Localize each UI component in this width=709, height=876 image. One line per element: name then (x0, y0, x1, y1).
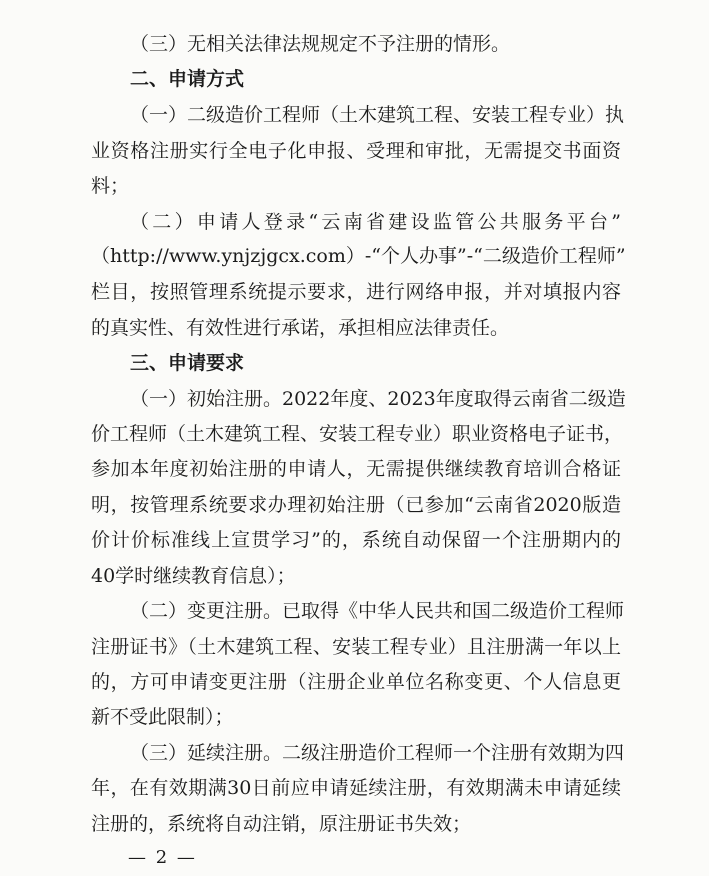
paragraph-line: 业资格注册实行全电子化申报、受理和审批，无需提交书面资 (91, 140, 621, 162)
paragraph-line: 注册证书》（土木建筑工程、安装工程专业）且注册满一年以上 (91, 636, 621, 658)
paragraph-line: 新不受此限制）； (91, 706, 234, 728)
paragraph-line: 栏目，按照管理系统提示要求，进行网络申报，并对填报内容 (91, 281, 621, 303)
paragraph-line: 的真实性、有效性进行承诺，承担相应法律责任。 (91, 317, 510, 339)
paragraph-line: 料； (91, 175, 130, 197)
paragraph-line: 40学时继续教育信息）； (91, 565, 296, 587)
paragraph-line: 明，按管理系统要求办理初始注册（已参加“云南省2020版造 (91, 494, 621, 516)
paragraph-line: （一）初始注册。2022年度、2023年度取得云南省二级造 (130, 388, 626, 410)
section-heading: 二、申请方式 (130, 68, 245, 90)
paragraph-line: 参加本年度初始注册的申请人，无需提供继续教育培训合格证 (91, 458, 621, 480)
section-heading: 三、申请要求 (130, 352, 245, 374)
paragraph-line: 注册的，系统将自动注销，原注册证书失效； (91, 813, 472, 835)
paragraph-line: （二）申请人登录“云南省建设监管公共服务平台” (130, 211, 621, 233)
paragraph-line: 的，方可申请变更注册（注册企业单位名称变更、个人信息更 (91, 671, 621, 693)
paragraph-line: 价工程师（土木建筑工程、安装工程专业）职业资格电子证书， (91, 423, 624, 445)
paragraph-line: （一）二级造价工程师（土木建筑工程、安装工程专业）执 (130, 104, 625, 126)
paragraph-line: （三）延续注册。二级注册造价工程师一个注册有效期为四 (130, 742, 625, 764)
paragraph-line: （二）变更注册。已取得《中华人民共和国二级造价工程师 (130, 600, 625, 622)
paragraph-line: 价计价标准线上宣贯学习”的，系统自动保留一个注册期内的 (91, 529, 621, 551)
page-number: — 2 — (128, 847, 197, 868)
paragraph-line: 年，在有效期满30日前应申请延续注册，有效期满未申请延续 (91, 777, 621, 799)
clause-text-line: （三）无相关法律法规规定不予注册的情形。 (130, 33, 511, 55)
paragraph-line: （http://www.ynjzjgcx.com）-“个人办事”-“二级造价工程师” (91, 245, 626, 267)
